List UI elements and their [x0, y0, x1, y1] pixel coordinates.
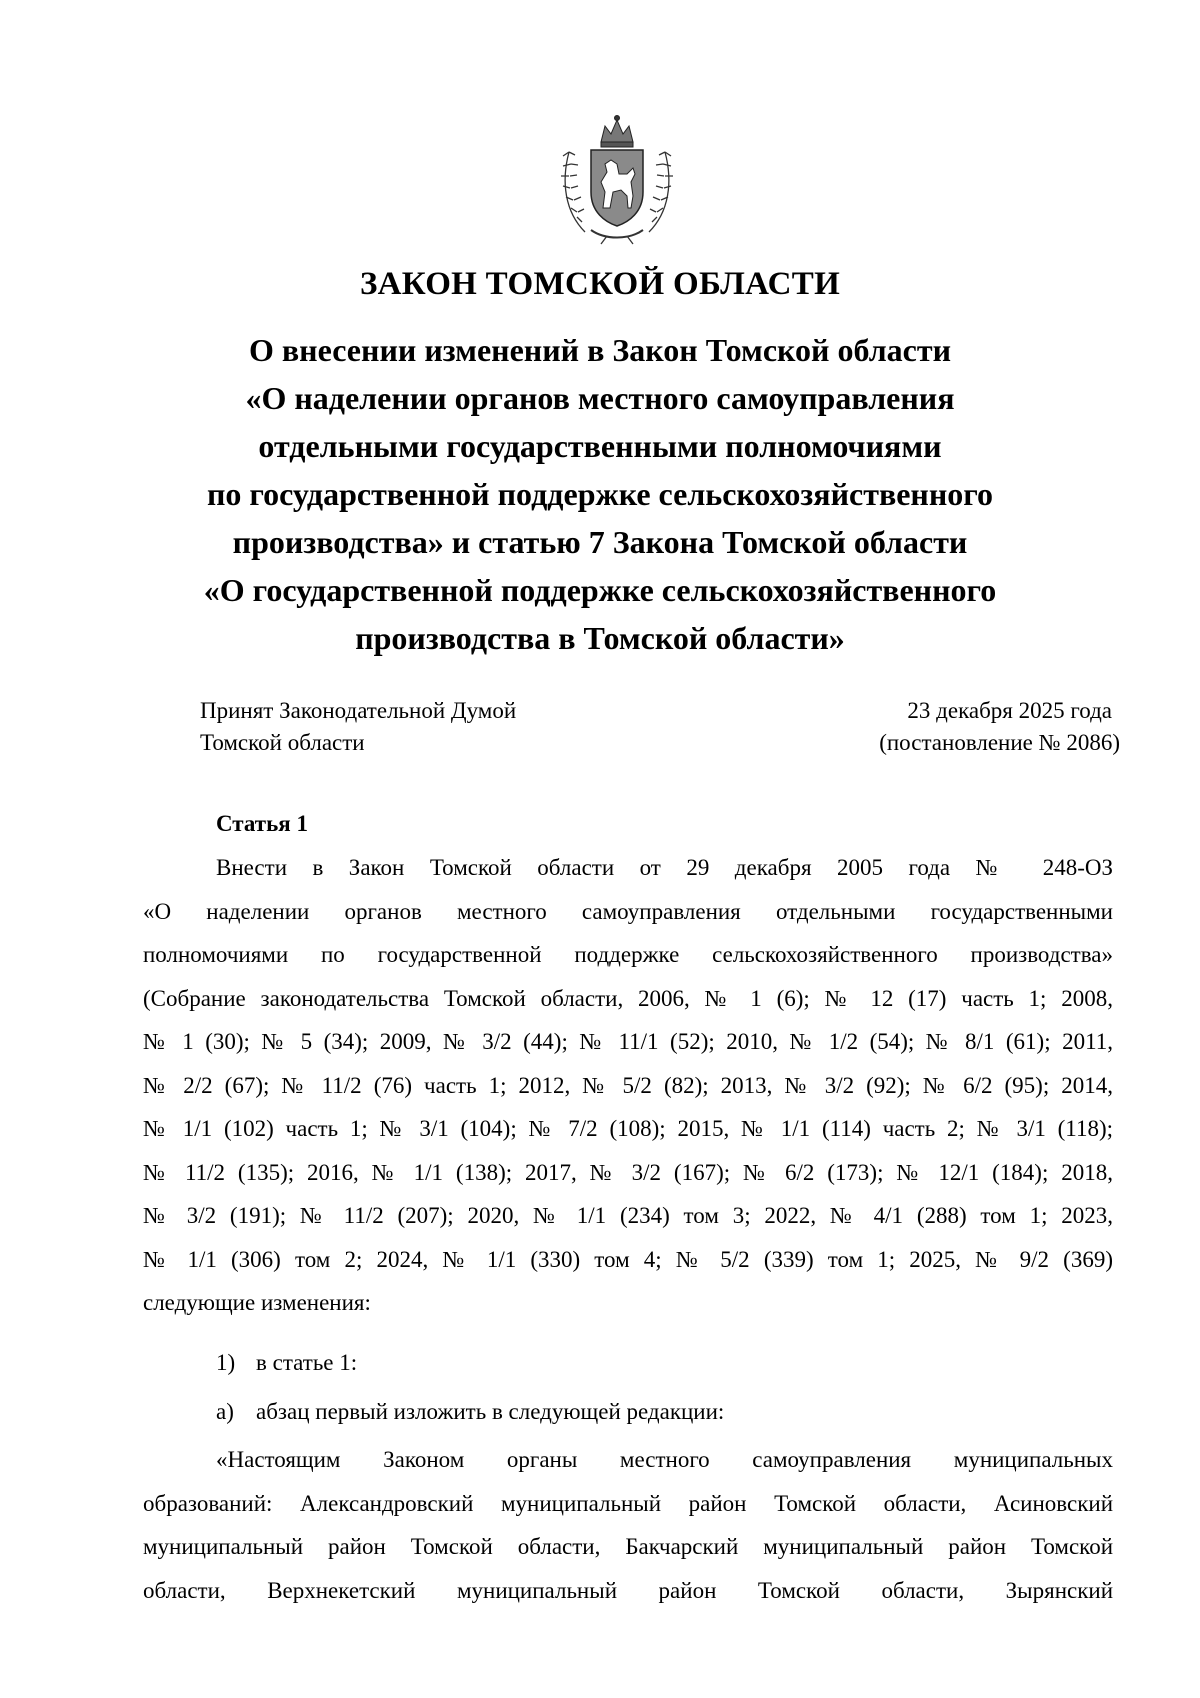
- paragraph-line: следующие изменения:: [143, 1290, 371, 1315]
- paragraph-line: области, Верхнекетский муниципальный район Томской области, Зырянский: [143, 1577, 1113, 1603]
- list-item-number: а): [216, 1399, 234, 1424]
- list-item-text: абзац первый изложить в следующей редакции:: [256, 1399, 725, 1424]
- paragraph-line: муниципальный район Томской области, Бакчарский муниципальный район Томской: [143, 1534, 1113, 1559]
- law-subtitle: [0, 326, 1200, 662]
- subtitle-line: отдельными государственными полномочиями: [258, 428, 942, 464]
- paragraph-line: № 3/2 (191); № 11/2 (207); 2020, № 1/1 (234) том 3; 2022, № 4/1 (288) том 1; 2023,: [143, 1203, 1113, 1228]
- subtitle-line: «О государственной поддержке сельскохозяйственного: [203, 572, 997, 608]
- tomsk-oblast-coat-of-arms-icon: [555, 112, 679, 246]
- adopted-by-line: Томской области: [200, 730, 365, 755]
- paragraph-line: № 1 (30); № 5 (34); 2009, № 3/2 (44); № 11/1 (52); 2010, № 1/2 (54); № 8/1 (61); 2011,: [143, 1029, 1113, 1054]
- list-item-a: [216, 1399, 724, 1425]
- resolution-number: (постановление № 2086): [879, 730, 1120, 755]
- paragraph-line: Внести в Закон Томской области от 29 декабря 2005 года № 248-ОЗ: [216, 855, 1113, 880]
- adopted-by-block: [200, 695, 516, 759]
- paragraph-line: № 1/1 (306) том 2; 2024, № 1/1 (330) том 4; № 5/2 (339) том 1; 2025, № 9/2 (369): [143, 1246, 1113, 1272]
- subtitle-line: О внесении изменений в Закон Томской области: [249, 332, 951, 368]
- paragraph-line: № 11/2 (135); 2016, № 1/1 (138); 2017, № 3/2 (167); № 6/2 (173); № 12/1 (184); 2018,: [143, 1159, 1113, 1185]
- paragraph-line: «О наделении органов местного самоуправления отдельными государственными: [143, 898, 1113, 924]
- adopted-by-line: Принят Законодательной Думой: [200, 698, 517, 723]
- subtitle-line: производства» и статью 7 Закона Томской области: [232, 524, 968, 560]
- list-item-1: [216, 1350, 357, 1376]
- paragraph-line: образований: Александровский муниципальный район Томской области, Асиновский: [143, 1490, 1113, 1516]
- paragraph-line: № 2/2 (67); № 11/2 (76) часть 1; 2012, № 5/2 (82); 2013, № 3/2 (92); № 6/2 (95); 2014,: [143, 1072, 1113, 1098]
- adoption-date: 23 декабря 2025 года: [907, 698, 1112, 723]
- subtitle-line: производства в Томской области»: [355, 620, 845, 656]
- list-item-text: в статье 1:: [256, 1350, 358, 1375]
- quoted-paragraph: [143, 1438, 1113, 1612]
- adoption-date-block: [800, 695, 1120, 759]
- subtitle-line: по государственной поддержке сельскохозяйственного: [206, 476, 994, 512]
- paragraph-line: «Настоящим Законом органы местного самоуправления муниципальных: [216, 1447, 1113, 1472]
- list-item-number: 1): [216, 1350, 236, 1375]
- article-intro-paragraph: [143, 846, 1113, 1325]
- article-heading: Статья 1: [216, 811, 308, 836]
- law-title: ЗАКОН ТОМСКОЙ ОБЛАСТИ: [359, 266, 841, 302]
- paragraph-line: № 1/1 (102) часть 1; № 3/1 (104); № 7/2 (108); 2015, № 1/1 (114) часть 2; № 3/1 (118);: [143, 1116, 1113, 1141]
- subtitle-line: «О наделении органов местного самоуправления: [245, 380, 955, 416]
- paragraph-line: полномочиями по государственной поддержке сельскохозяйственного производства»: [143, 942, 1113, 967]
- paragraph-line: (Собрание законодательства Томской области, 2006, № 1 (6); № 12 (17) часть 1; 2008,: [143, 985, 1113, 1011]
